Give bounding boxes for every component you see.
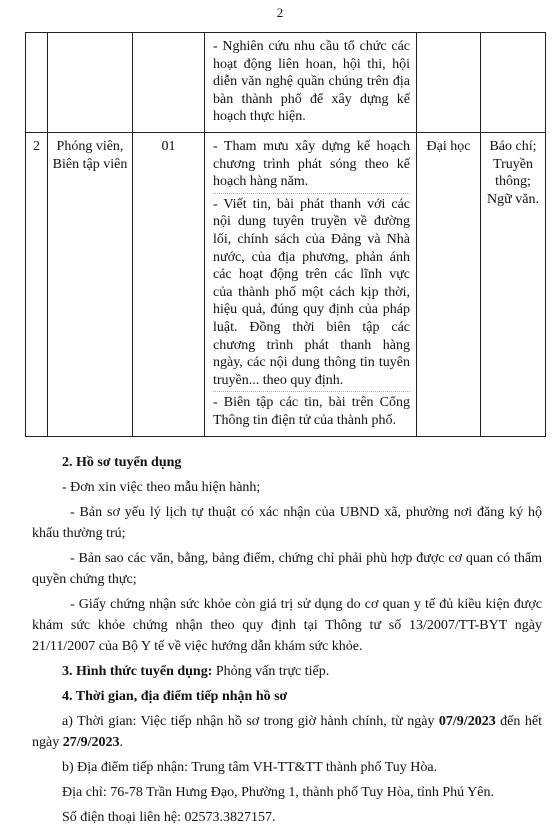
no-cell [26, 33, 48, 133]
tasks-cell [205, 33, 417, 133]
task-item: - Nghiên cứu nhu cầu tổ chức các hoạt động liên hoan, hội thi, hội diễn văn nghệ quần chúng trên địa bàn thành phố để xây dựng kế hoạch thực hiện. [213, 39, 410, 125]
time-text: . [119, 735, 123, 750]
phone-line: Số điện thoại liên hệ: 02573.3827157. [62, 810, 276, 825]
table-row [26, 133, 546, 437]
major-cell [481, 33, 546, 133]
date-to: 27/9/2023 [62, 735, 120, 750]
time-line [32, 711, 542, 753]
list-item: - Bản sơ yếu lý lịch tự thuật có xác nhận của UBND xã, phường nơi đăng ký hộ khẩu thường trú; [32, 505, 542, 541]
position-name: Phóng viên, Biên tập viên [48, 133, 133, 437]
education-level: Đại học [417, 133, 481, 437]
page-number: 2 [276, 5, 284, 20]
place-line: b) Địa điểm tiếp nhận: Trung tâm VH-TT&TT thành phố Tuy Hòa. [62, 760, 438, 775]
date-from: 07/9/2023 [438, 714, 496, 729]
quantity: 01 [133, 133, 205, 437]
recruitment-table [25, 32, 546, 437]
section-heading: 4. Thời gian, địa điểm tiếp nhận hồ sơ [62, 689, 288, 704]
recruitment-method-value: Phỏng vấn trực tiếp. [212, 664, 330, 679]
document-body [32, 452, 542, 832]
task-item: - Biên tập các tin, bài trên Cổng Thông tin điện tử của thành phố. [213, 395, 410, 428]
tasks-cell [205, 133, 417, 437]
list-item: - Đơn xin việc theo mẫu hiện hành; [62, 480, 261, 495]
task-item: - Tham mưu xây dựng kế hoạch chương trình phát sóng theo kế hoạch hàng năm. [213, 138, 410, 194]
position-cell [48, 33, 133, 133]
education-cell [417, 33, 481, 133]
recruitment-method [62, 661, 542, 682]
address-line: Địa chỉ: 76-78 Trần Hưng Đạo, Phường 1, thành phố Tuy Hòa, tỉnh Phú Yên. [62, 785, 494, 800]
task-item: - Viết tin, bài phát thanh với các nội dung tuyên truyền về đường lối, chính sách của Đảng và Nhà nước, của địa phương, phản ánh các hoạt động trên các lĩnh vực của thành phố một cách kịp thời, hiệu quả, đúng quy định của pháp luật. Đồng thời biên tập các chương trình phát thanh hàng ngày, các nội dung thông tin tuyên truyền... theo quy định. [213, 196, 410, 393]
section-heading: 2. Hồ sơ tuyển dụng [62, 455, 182, 470]
list-item: - Giấy chứng nhận sức khỏe còn giá trị sử dụng do cơ quan y tế đủ kiều kiện được khám sức khỏe chứng nhận theo quy định tại Thông tư số 13/2007/TT-BYT ngày 21/11/2007 của Bộ Y tế về việc hướng dẫn khám sức khỏe. [32, 597, 542, 654]
table-row [26, 33, 546, 133]
major: Báo chí; Truyền thông; Ngữ văn. [481, 133, 546, 437]
quantity-cell [133, 33, 205, 133]
time-text: đến hết ngày [32, 714, 542, 750]
row-number: 2 [26, 133, 48, 437]
list-item: - Bản sao các văn, bằng, bảng điểm, chứng chỉ phải phù hợp được cơ quan có thẩm quyền chứng thực; [32, 551, 542, 587]
time-text: a) Thời gian: Việc tiếp nhận hồ sơ trong giờ hành chính, từ ngày [62, 714, 439, 729]
section-heading: 3. Hình thức tuyển dụng: [62, 664, 213, 679]
